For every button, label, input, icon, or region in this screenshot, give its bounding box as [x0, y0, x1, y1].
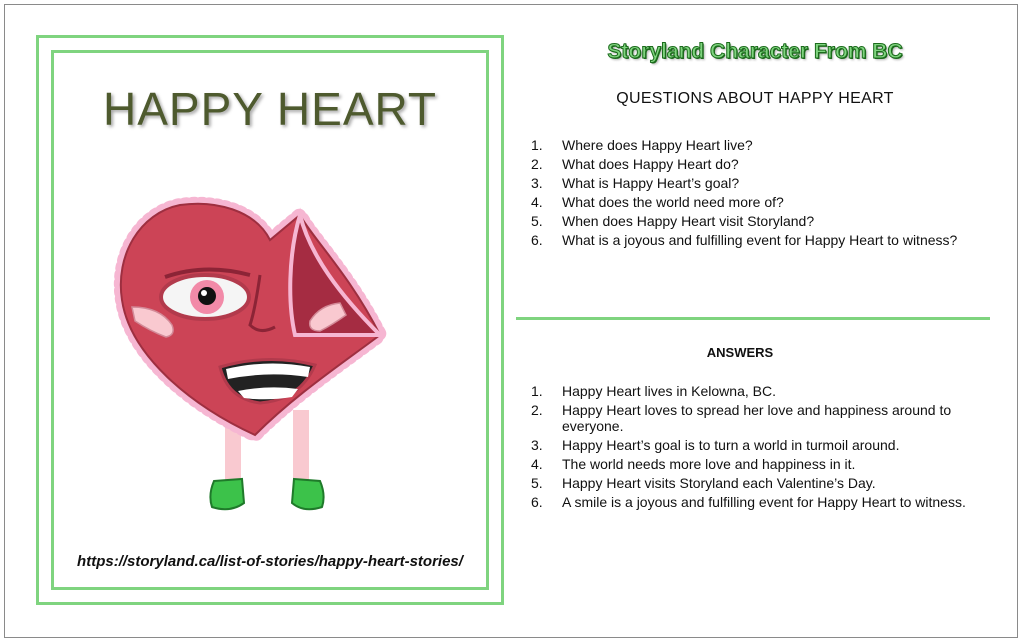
- questions-list: [531, 137, 981, 251]
- list-item: [531, 402, 981, 434]
- list-number: 3.: [531, 437, 543, 453]
- list-item: [531, 494, 981, 510]
- list-number: 2.: [531, 156, 543, 172]
- happy-heart-character-icon: [110, 195, 410, 525]
- right-shoe: [292, 479, 324, 509]
- list-item: [531, 175, 981, 191]
- list-number: 1.: [531, 383, 543, 399]
- answer-text: Happy Heart loves to spread her love and happiness around to everyone.: [562, 402, 952, 434]
- list-item: [531, 156, 981, 172]
- list-number: 4.: [531, 456, 543, 472]
- eye-highlight: [201, 290, 207, 296]
- questions-heading: QUESTIONS ABOUT HAPPY HEART: [616, 90, 894, 107]
- page-title: Storyland Character From BC: [607, 40, 903, 63]
- list-item: [531, 475, 981, 491]
- list-number: 3.: [531, 175, 543, 191]
- question-text: When does Happy Heart visit Storyland?: [562, 213, 815, 229]
- question-text: Where does Happy Heart live?: [562, 137, 753, 153]
- list-number: 1.: [531, 137, 543, 153]
- list-number: 6.: [531, 494, 543, 510]
- story-url: https://storyland.ca/list-of-stories/happy-heart-stories/: [77, 553, 463, 570]
- list-item: [531, 137, 981, 153]
- section-divider: [516, 317, 990, 320]
- card-title: HAPPY HEART: [103, 83, 437, 135]
- answers-heading: ANSWERS: [706, 345, 774, 360]
- list-number: 2.: [531, 402, 543, 418]
- eye-pupil: [198, 287, 216, 305]
- list-item: [531, 213, 981, 229]
- list-item: [531, 437, 981, 453]
- question-text: What does Happy Heart do?: [562, 156, 739, 172]
- list-item: [531, 194, 981, 210]
- answer-text: Happy Heart lives in Kelowna, BC.: [562, 383, 776, 399]
- answer-text: The world needs more love and happiness in it.: [562, 456, 856, 472]
- right-leg: [293, 410, 309, 485]
- answer-text: Happy Heart visits Storyland each Valentine’s Day.: [562, 475, 876, 491]
- list-number: 5.: [531, 213, 543, 229]
- answers-list: [531, 383, 981, 513]
- question-text: What does the world need more of?: [562, 194, 784, 210]
- question-text: What is Happy Heart’s goal?: [562, 175, 740, 191]
- question-text: What is a joyous and fulfilling event for Happy Heart to witness?: [562, 232, 958, 248]
- list-number: 6.: [531, 232, 543, 248]
- answer-text: Happy Heart’s goal is to turn a world in turmoil around.: [562, 437, 900, 453]
- list-number: 5.: [531, 475, 543, 491]
- answer-text: A smile is a joyous and fulfilling event for Happy Heart to witness.: [562, 494, 966, 510]
- list-item: [531, 456, 981, 472]
- list-number: 4.: [531, 194, 543, 210]
- list-item: [531, 232, 981, 248]
- list-item: [531, 383, 981, 399]
- left-shoe: [210, 479, 244, 509]
